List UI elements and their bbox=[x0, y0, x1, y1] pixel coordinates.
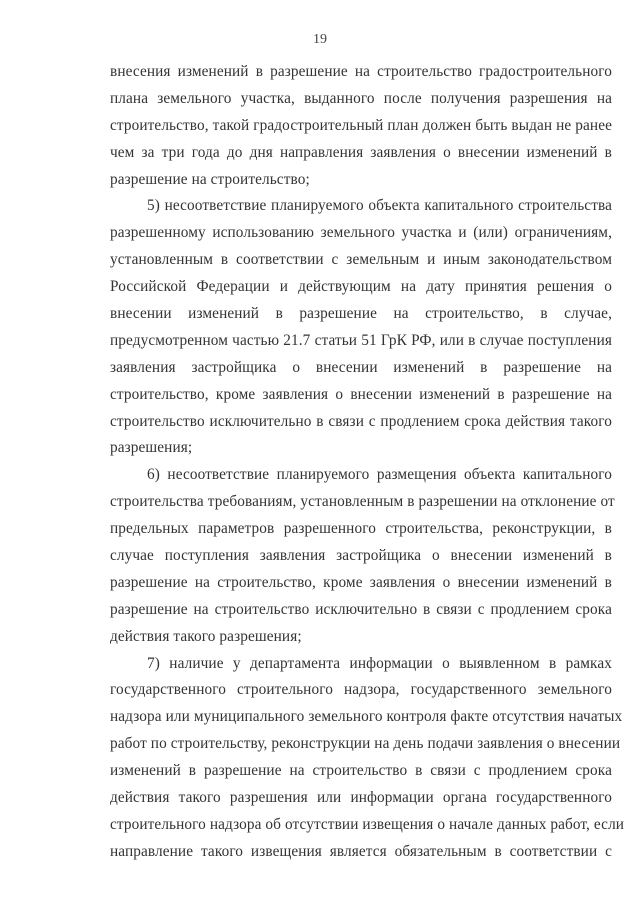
text-line: строительства требованиям, установленным в разрешении на отклонение от bbox=[110, 493, 615, 511]
text-line: разрешенному использованию земельного участка и (или) ограничениям, bbox=[110, 224, 612, 242]
text-line: внесении изменений в разрешение на строительство, в случае, bbox=[110, 305, 612, 323]
text-line: Российской Федерации и действующим на дату принятия решения о bbox=[110, 278, 612, 296]
text-line: действия такого разрешения; bbox=[110, 627, 302, 645]
text-line: 5) несоответствие планируемого объекта капитального строительства bbox=[147, 197, 612, 215]
text-line: строительного надзора об отсутствии извещения о начале данных работ, если bbox=[110, 815, 625, 833]
text-line: изменений в разрешение на строительство в связи с продлением срока bbox=[110, 762, 612, 780]
text-line: разрешения; bbox=[110, 439, 193, 457]
text-line: внесения изменений в разрешение на строительство градостроительного bbox=[110, 63, 612, 80]
text-line: работ по строительству, реконструкции на день подачи заявления о внесении bbox=[110, 735, 621, 753]
text-line: случае поступления заявления застройщика о внесении изменений в bbox=[110, 547, 612, 565]
text-line: предельных параметров разрешенного строительства, реконструкции, в bbox=[110, 520, 612, 538]
text-line: предусмотренном частью 21.7 статьи 51 ГрК РФ, или в случае поступления bbox=[110, 331, 612, 349]
text-line: разрешение на строительство, кроме заявления о внесении изменений в bbox=[110, 573, 612, 591]
text-line: разрешение на строительство исключительно в связи с продлением срока bbox=[110, 600, 612, 618]
text-line: плана земельного участка, выданного после получения разрешения на bbox=[110, 89, 612, 107]
text-line: чем за три года до дня направления заявления о внесении изменений в bbox=[110, 143, 612, 161]
text-line: разрешение на строительство; bbox=[110, 170, 310, 188]
text-line: государственного строительного надзора, государственного земельного bbox=[110, 681, 612, 699]
text-line: установленным в соответствии с земельным и иным законодательством bbox=[110, 251, 612, 269]
text-line: строительство, кроме заявления о внесении изменений в разрешение на bbox=[110, 385, 612, 403]
text-line: строительство, такой градостроительный план должен быть выдан не ранее bbox=[110, 116, 612, 134]
text-line: направление такого извещения является обязательным в соответствии с bbox=[110, 842, 612, 860]
text-line: действия такого разрешения или информации органа государственного bbox=[110, 789, 612, 807]
text-line: 6) несоответствие планируемого размещения объекта капитального bbox=[147, 466, 612, 484]
body-text bbox=[110, 59, 625, 866]
page-number: 19 bbox=[313, 32, 327, 47]
text-line: надзора или муниципального земельного контроля факте отсутствия начатых bbox=[110, 708, 623, 726]
text-line: строительство исключительно в связи с продлением срока действия такого bbox=[110, 412, 612, 430]
text-line: 7) наличие у департамента информации о выявленном в рамках bbox=[147, 654, 612, 672]
text-line: заявления застройщика о внесении изменений в разрешение на bbox=[110, 358, 612, 376]
